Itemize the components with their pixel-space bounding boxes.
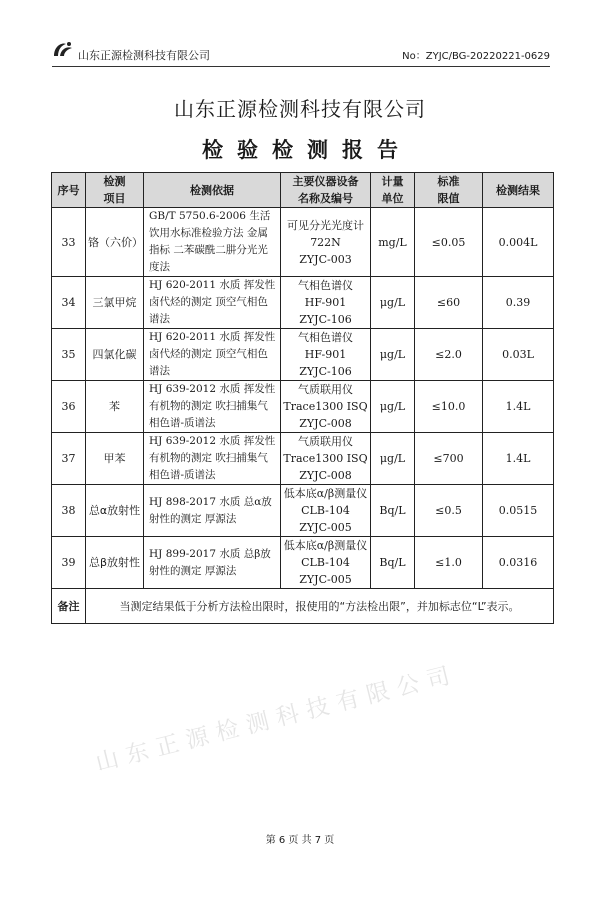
remark-row xyxy=(52,589,554,624)
cell-limit: ≤10.0 xyxy=(415,381,483,433)
cell-limit: ≤1.0 xyxy=(415,537,483,589)
header-limit: 标准 限值 xyxy=(415,173,483,208)
cell-seq: 38 xyxy=(52,485,86,537)
cell-item: 总α放射性 xyxy=(86,485,144,537)
cell-instrument: 气质联用仪 Trace1300 ISQ ZYJC-008 xyxy=(281,381,371,433)
header-unit: 计量 单位 xyxy=(371,173,415,208)
company-logo-icon xyxy=(52,40,74,60)
table-header-row xyxy=(52,173,554,208)
cell-instrument: 低本底α/β测量仪 CLB-104 ZYJC-005 xyxy=(281,485,371,537)
table-row xyxy=(52,485,554,537)
cell-seq: 39 xyxy=(52,537,86,589)
cell-unit: μg/L xyxy=(371,433,415,485)
cell-unit: Bq/L xyxy=(371,537,415,589)
cell-limit: ≤700 xyxy=(415,433,483,485)
cell-seq: 35 xyxy=(52,329,86,381)
cell-result: 0.0316 xyxy=(483,537,554,589)
cell-result: 1.4L xyxy=(483,381,554,433)
cell-unit: μg/L xyxy=(371,277,415,329)
table-row xyxy=(52,208,554,277)
remark-text: 当测定结果低于分析方法检出限时，报使用的“方法检出限”，并加标志位“L”表示。 xyxy=(86,589,554,624)
cell-instrument: 气质联用仪 Trace1300 ISQ ZYJC-008 xyxy=(281,433,371,485)
page-title: 山东正源检测科技有限公司 xyxy=(174,97,426,121)
cell-basis: HJ 899-2017 水质 总β放射性的测定 厚源法 xyxy=(144,537,281,589)
report-number: No：ZYJC/BG-20220221-0629 xyxy=(402,51,550,62)
cell-item: 苯 xyxy=(86,381,144,433)
cell-instrument: 可见分光光度计 722N ZYJC-003 xyxy=(281,208,371,277)
cell-seq: 34 xyxy=(52,277,86,329)
cell-unit: μg/L xyxy=(371,381,415,433)
header-basis: 检测依据 xyxy=(144,173,281,208)
cell-basis: GB/T 5750.6-2006 生活饮用水标准检验方法 金属指标 二苯碳酰二肼分光光度法 xyxy=(144,208,281,277)
cell-basis: HJ 639-2012 水质 挥发性有机物的测定 吹扫捕集气相色谱-质谱法 xyxy=(144,381,281,433)
cell-limit: ≤60 xyxy=(415,277,483,329)
cell-seq: 37 xyxy=(52,433,86,485)
table-row xyxy=(52,537,554,589)
cell-result: 1.4L xyxy=(483,433,554,485)
header-result: 检测结果 xyxy=(483,173,554,208)
cell-unit: Bq/L xyxy=(371,485,415,537)
cell-instrument: 气相色谱仪 HF-901 ZYJC-106 xyxy=(281,329,371,381)
cell-basis: HJ 620-2011 水质 挥发性卤代烃的测定 顶空气相色谱法 xyxy=(144,329,281,381)
report-subtitle: 检验检测报告 xyxy=(202,138,412,162)
cell-item: 总β放射性 xyxy=(86,537,144,589)
cell-item: 铬（六价） xyxy=(86,208,144,277)
header-company-name: 山东正源检测科技有限公司 xyxy=(78,49,210,62)
cell-basis: HJ 898-2017 水质 总α放射性的测定 厚源法 xyxy=(144,485,281,537)
cell-seq: 33 xyxy=(52,208,86,277)
cell-result: 0.03L xyxy=(483,329,554,381)
cell-limit: ≤0.5 xyxy=(415,485,483,537)
results-table xyxy=(51,172,554,624)
page-number: 第 6 页 共 7 页 xyxy=(265,835,335,846)
cell-result: 0.004L xyxy=(483,208,554,277)
header-seq: 序号 xyxy=(52,173,86,208)
header-instrument: 主要仪器设备 名称及编号 xyxy=(281,173,371,208)
cell-unit: μg/L xyxy=(371,329,415,381)
remark-label: 备注 xyxy=(52,589,86,624)
cell-basis: HJ 639-2012 水质 挥发性有机物的测定 吹扫捕集气相色谱-质谱法 xyxy=(144,433,281,485)
table-row xyxy=(52,433,554,485)
cell-item: 四氯化碳 xyxy=(86,329,144,381)
cell-result: 0.39 xyxy=(483,277,554,329)
page-header xyxy=(52,38,550,67)
cell-basis: HJ 620-2011 水质 挥发性卤代烃的测定 顶空气相色谱法 xyxy=(144,277,281,329)
table-row xyxy=(52,277,554,329)
table-row xyxy=(52,381,554,433)
header-item: 检测 项目 xyxy=(86,173,144,208)
cell-unit: mg/L xyxy=(371,208,415,277)
table-row xyxy=(52,329,554,381)
cell-limit: ≤0.05 xyxy=(415,208,483,277)
cell-seq: 36 xyxy=(52,381,86,433)
cell-item: 甲苯 xyxy=(86,433,144,485)
cell-instrument: 气相色谱仪 HF-901 ZYJC-106 xyxy=(281,277,371,329)
cell-instrument: 低本底α/β测量仪 CLB-104 ZYJC-005 xyxy=(281,537,371,589)
cell-result: 0.0515 xyxy=(483,485,554,537)
cell-limit: ≤2.0 xyxy=(415,329,483,381)
cell-item: 三氯甲烷 xyxy=(86,277,144,329)
watermark-stamp: 山东正源检测科技有限公司 xyxy=(92,661,461,777)
